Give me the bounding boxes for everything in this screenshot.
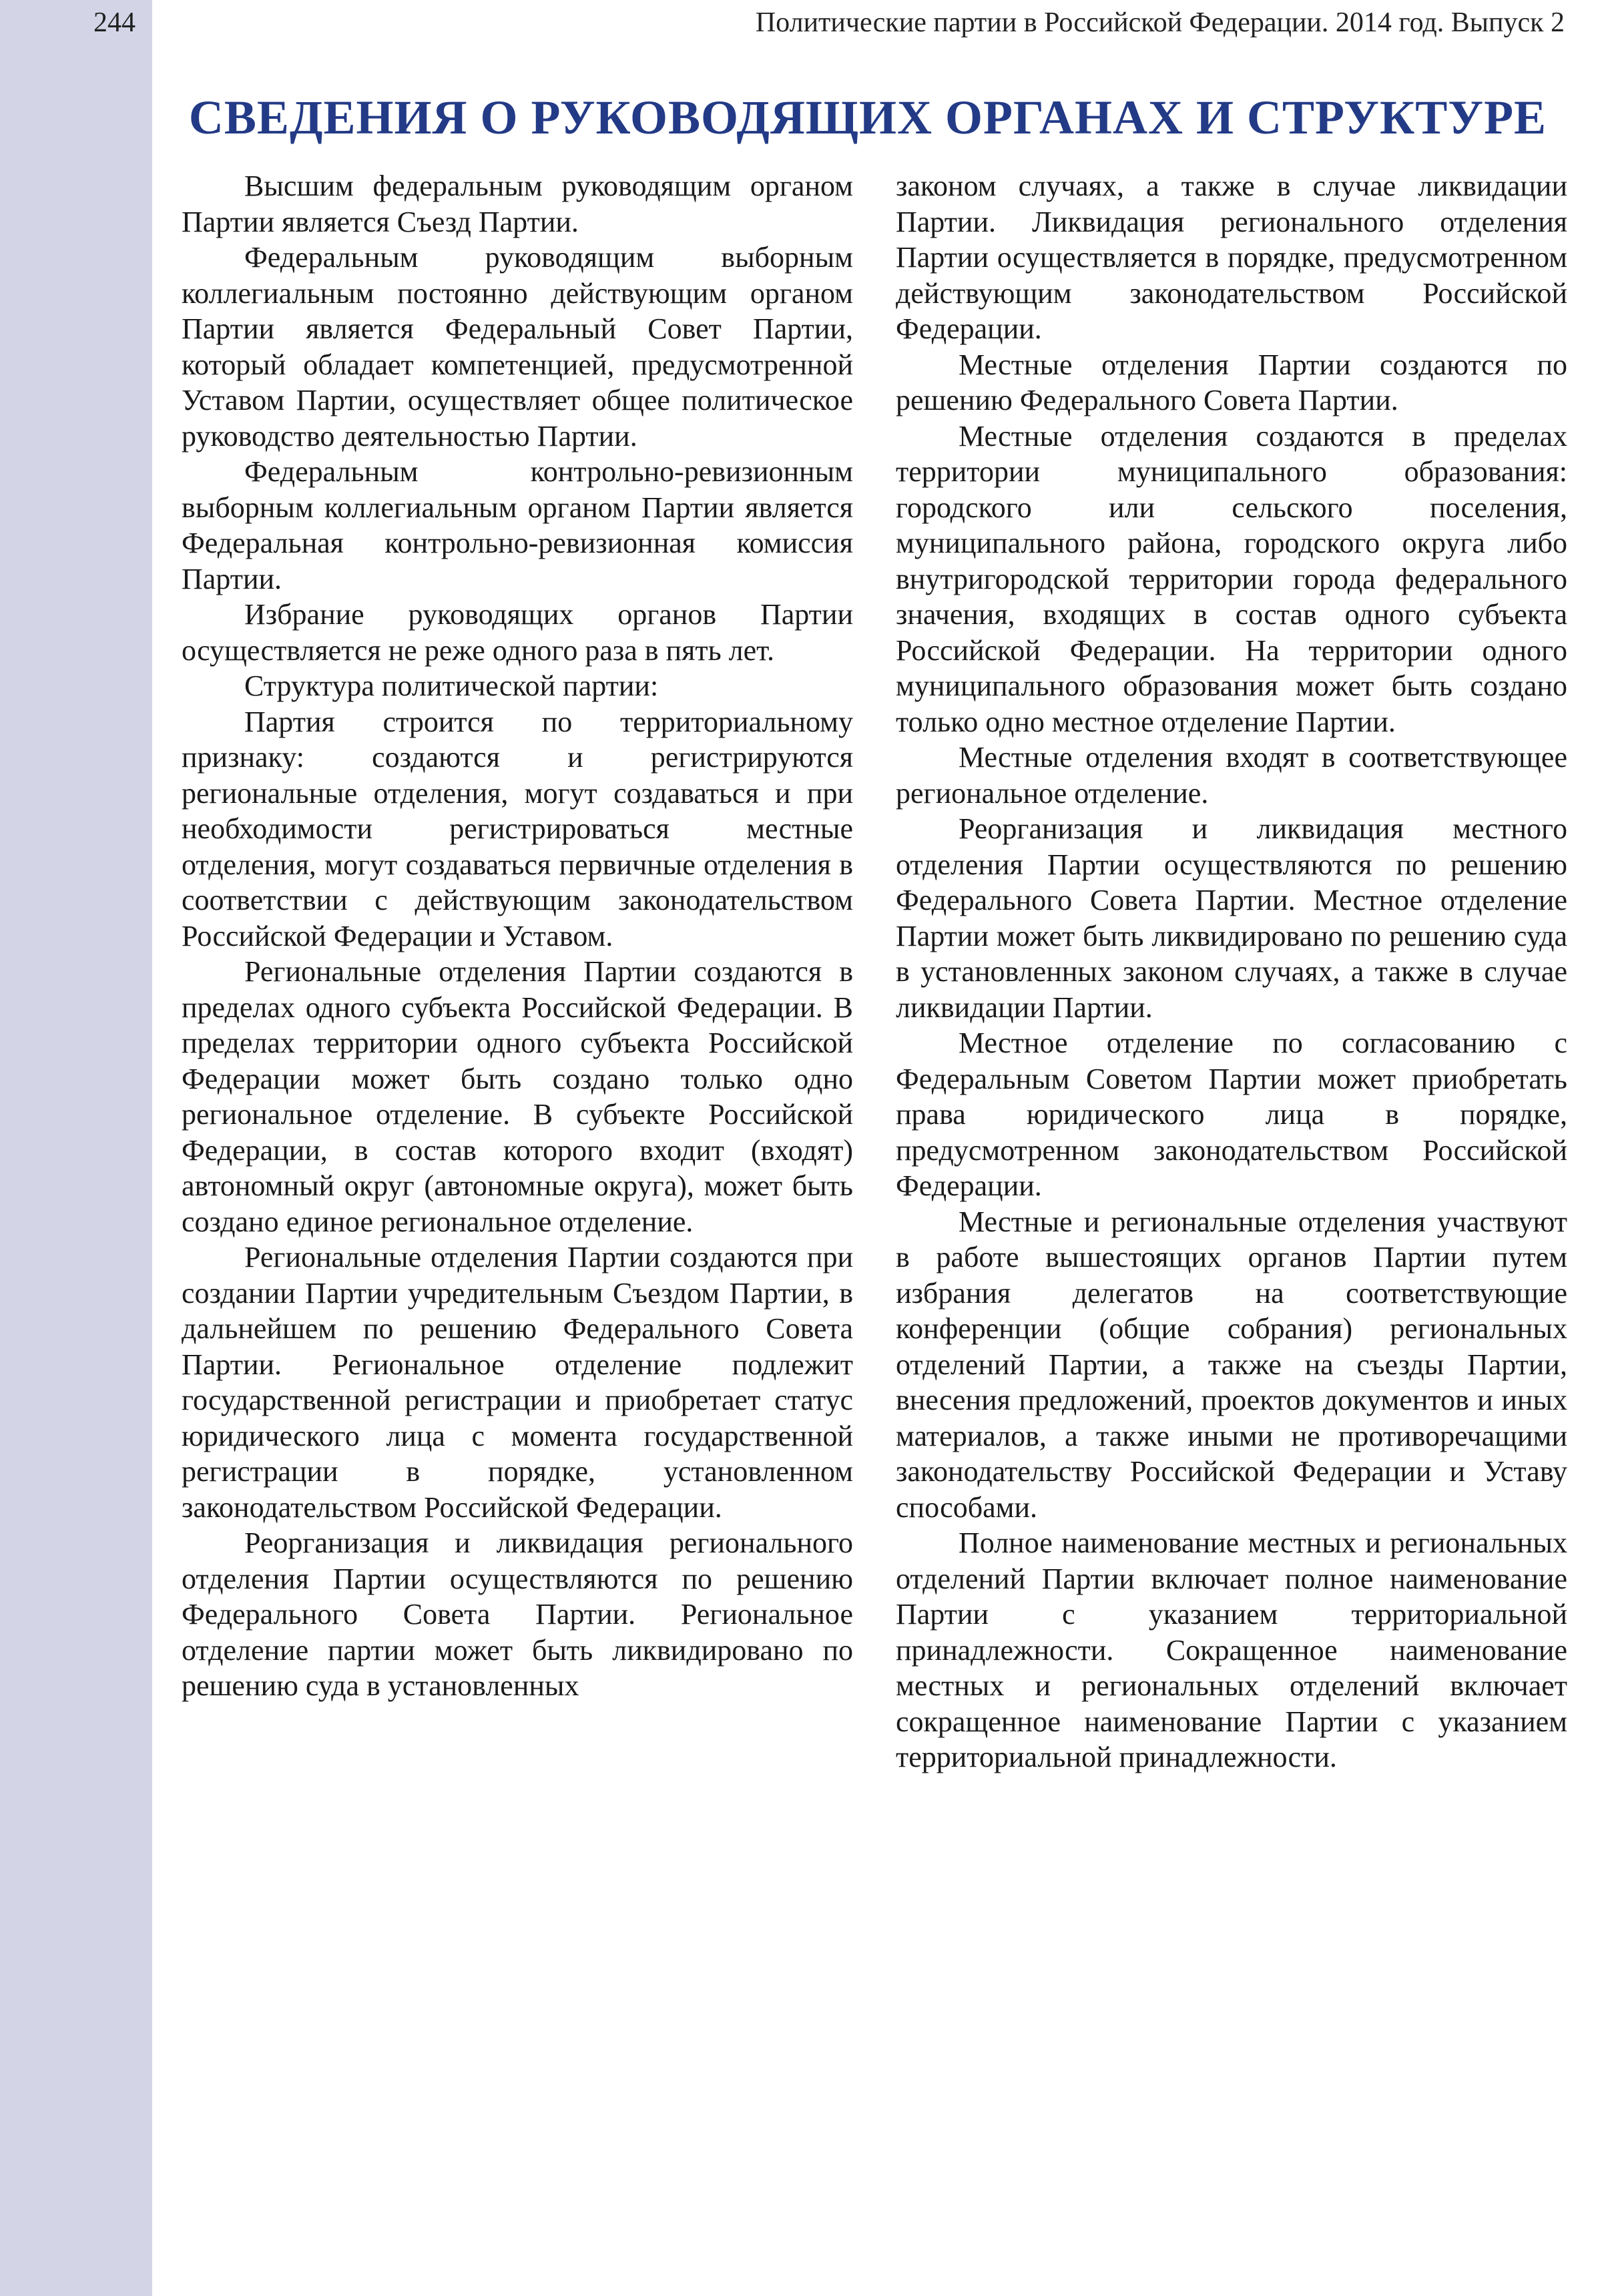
paragraph: Высшим федеральным руководящим органом Партии является Съезд Партии.: [182, 170, 853, 238]
paragraph-continuation: законом случаях, а также в случае ликвидации Партии. Ликвидация регионального отделения Партии осуществляется в порядке, предусмотренном действующим законодательством Российской Федерации.: [896, 170, 1567, 345]
paragraph: Избрание руководящих органов Партии осуществляется не реже одного раза в пять лет.: [182, 598, 853, 667]
left-margin-band: [0, 0, 152, 2296]
paragraph: Реорганизация и ликвидация регионального отделения Партии осуществляются по решению Федерального Совета Партии. Региональное отделение партии может быть ликвидировано по решению суда в установленных: [182, 1526, 853, 1702]
paragraph: Местные отделения входят в соответствующее региональное отделение.: [896, 741, 1567, 810]
paragraph: Региональные отделения Партии создаются в пределах одного субъекта Российской Федерации. В пределах территории одного субъекта Российской Федерации может быть создано только одно региональное отделение. В субъекте Российской Федерации, в состав которого входит (входят) автономный округ (автономные округа), может быть создано единое региональное отделение.: [182, 955, 853, 1238]
paragraph: Партия строится по территориальному признаку: создаются и регистрируются региональные отделения, могут создаваться и при необходимости регистрироваться местные отделения, могут создаваться первичные отделения в соответствии с действующим законодательством Российской Федерации и Уставом.: [182, 705, 853, 952]
paragraph: Федеральным руководящим выборным коллегиальным постоянно действующим органом Партии является Федеральный Совет Партии, который обладает компетенцией, предусмотренной Уставом Партии, осуществляет общее политическое руководство деятельностью Партии.: [182, 241, 853, 453]
paragraph: Местные и региональные отделения участвуют в работе вышестоящих органов Партии путем избрания делегатов на соответствующие конференции (общие собрания) региональных отделений Партии, а также на съезды Партии, внесения предложений, проектов документов и иных материалов, а также иными не противоречащими законодательству Российской Федерации и Уставу способами.: [896, 1205, 1567, 1524]
left-text-column: [182, 168, 853, 1704]
paragraph: Федеральным контрольно-ревизионным выборным коллегиальным органом Партии является Федеральная контрольно-ревизионная комиссия Партии.: [182, 455, 853, 595]
paragraph: Местные отделения Партии создаются по решению Федерального Совета Партии.: [896, 348, 1567, 416]
paragraph: Местные отделения создаются в пределах территории муниципального образования: городского или сельского поселения, муниципального района, городского округа либо внутригородской территории города федерального значения, входящих в состав одного субъекта Российской Федерации. На территории одного муниципального образования может быть создано только одно местное отделение Партии.: [896, 419, 1567, 738]
paragraph: Региональные отделения Партии создаются при создании Партии учредительным Съездом Партии, в дальнейшем по решению Федерального Совета Партии. Региональное отделение подлежит государственной регистрации и приобретает статус юридического лица с момента государственной регистрации в порядке, установленном законодательством Российской Федерации.: [182, 1241, 853, 1524]
paragraph: Реорганизация и ликвидация местного отделения Партии осуществляются по решению Федерального Совета Партии. Местное отделение Партии может быть ликвидировано по решению суда в установленных законом случаях, а также в случае ликвидации Партии.: [896, 812, 1567, 1024]
section-title: СВЕДЕНИЯ О РУКОВОДЯЩИХ ОРГАНАХ И СТРУКТУРЕ: [188, 91, 1547, 144]
paragraph: Полное наименование местных и региональных отделений Партии включает полное наименование Партии с указанием территориальной принадлежности. Сокращенное наименование местных и региональных отделений включает сокращенное наименование Партии с указанием территориальной принадлежности.: [896, 1526, 1567, 1773]
running-header: Политические партии в Российской Федерации. 2014 год. Выпуск 2: [755, 7, 1565, 38]
paragraph: Структура политической партии:: [244, 669, 659, 702]
page-number: 244: [93, 7, 136, 38]
right-text-column: [896, 168, 1567, 1775]
paragraph: Местное отделение по согласованию с Федеральным Советом Партии может приобретать права юридического лица в порядке, предусмотренном законодательством Российской Федерации.: [896, 1027, 1567, 1202]
